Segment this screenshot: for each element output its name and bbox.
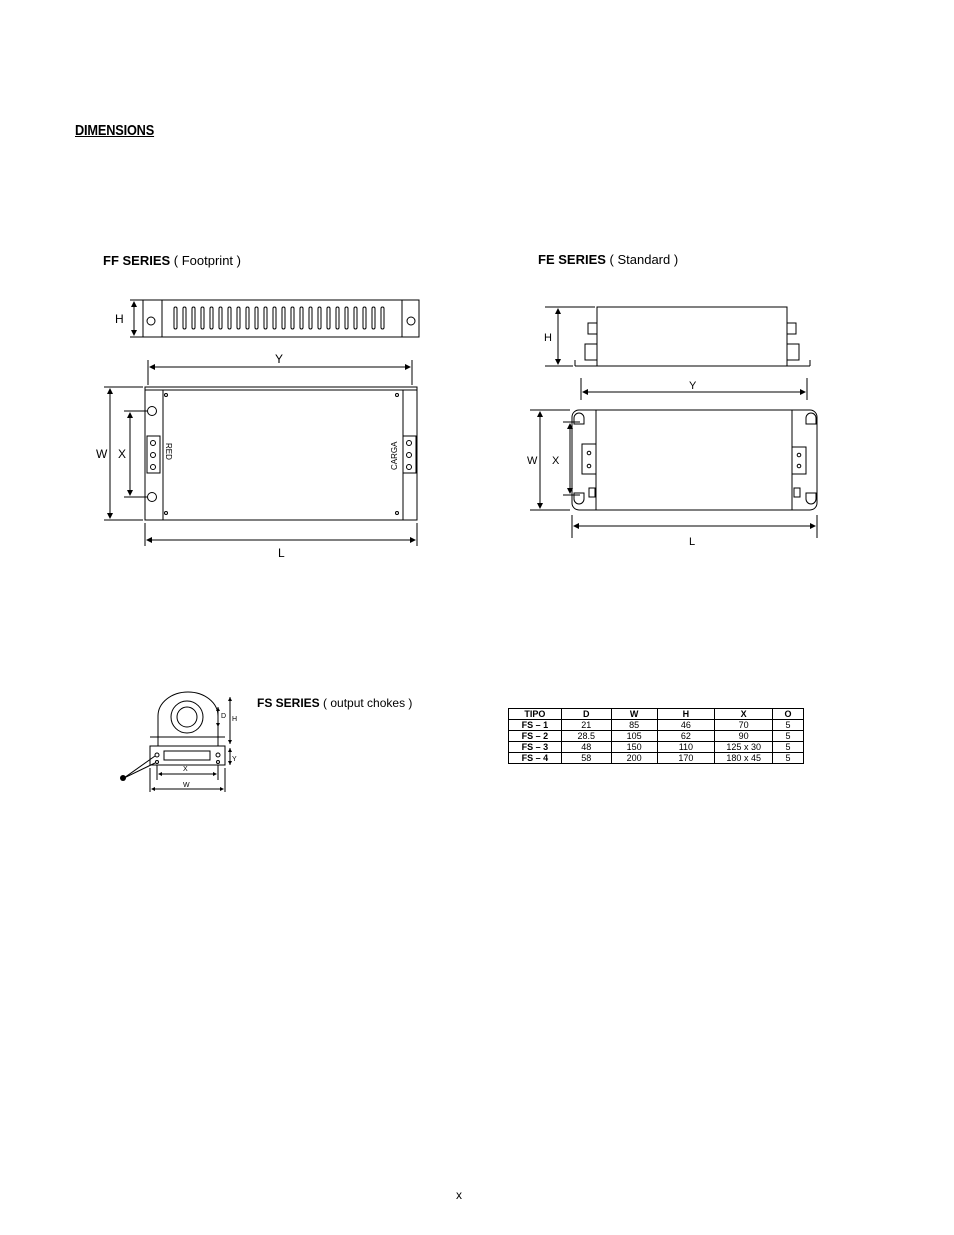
table-row [509, 731, 804, 742]
fs-label-y: Y [232, 756, 237, 763]
table-cell: 90 [715, 731, 773, 742]
table-cell: 110 [657, 742, 715, 753]
table-header-cell: D [561, 709, 611, 720]
table-cell: 200 [611, 753, 657, 764]
table-cell: 62 [657, 731, 715, 742]
fe-label-l: L [689, 536, 696, 548]
ff-label-h: H [115, 312, 124, 326]
table-cell: 5 [773, 753, 804, 764]
fe-series-subtitle: ( Standard ) [605, 252, 679, 267]
table-cell: 28.5 [561, 731, 611, 742]
table-header-cell: TIPO [509, 709, 562, 720]
fs-choke-body [158, 692, 218, 746]
fs-label-w: W [183, 782, 190, 789]
ff-label-carga: CARGA [390, 441, 399, 470]
table-row [509, 742, 804, 753]
table-cell: 48 [561, 742, 611, 753]
table-header-cell: O [773, 709, 804, 720]
table-cell: 5 [773, 742, 804, 753]
table-header-cell: X [715, 709, 773, 720]
table-row [509, 753, 804, 764]
table-cell: FS – 4 [509, 753, 562, 764]
table-cell: 46 [657, 720, 715, 731]
page-heading: DIMENSIONS [75, 122, 155, 139]
page-number: x [456, 1188, 462, 1202]
ff-label-y: Y [275, 352, 284, 366]
fe-series-name: FE SERIES [538, 252, 606, 267]
fs-mounting-hole-marker [120, 775, 126, 781]
fe-label-w: W [527, 455, 538, 467]
fs-label-h: H [232, 716, 238, 723]
table-cell: 125 x 30 [715, 742, 773, 753]
table-cell: 58 [561, 753, 611, 764]
fs-label-x: X [183, 766, 188, 773]
table-cell: 85 [611, 720, 657, 731]
table-cell: 5 [773, 720, 804, 731]
table-cell: 150 [611, 742, 657, 753]
fs-choke-base [150, 746, 225, 765]
table-cell: 21 [561, 720, 611, 731]
table-cell: 105 [611, 731, 657, 742]
ff-series-subtitle: ( Footprint ) [170, 253, 241, 268]
table-cell: 180 x 45 [715, 753, 773, 764]
table-cell: 70 [715, 720, 773, 731]
fs-label-d: D [221, 713, 227, 720]
table-cell: FS – 3 [509, 742, 562, 753]
table-header-row [509, 709, 804, 720]
table-header-cell: H [657, 709, 715, 720]
fs-series-name: FS SERIES [257, 696, 320, 710]
table-cell: FS – 1 [509, 720, 562, 731]
fe-label-y: Y [689, 380, 697, 392]
fe-label-h: H [544, 332, 552, 344]
ff-series-name: FF SERIES [103, 253, 171, 268]
table-row [509, 720, 804, 731]
table-header-cell: W [611, 709, 657, 720]
ff-label-x: X [118, 447, 127, 461]
fs-series-subtitle: ( output chokes ) [319, 696, 413, 710]
table-cell: 170 [657, 753, 715, 764]
ff-label-l: L [278, 546, 285, 560]
table-cell: FS – 2 [509, 731, 562, 742]
ff-label-w: W [96, 447, 108, 461]
ff-label-red: RED [164, 443, 173, 460]
fe-label-x: X [552, 455, 560, 467]
fs-dimensions-table [508, 708, 804, 764]
table-cell: 5 [773, 731, 804, 742]
